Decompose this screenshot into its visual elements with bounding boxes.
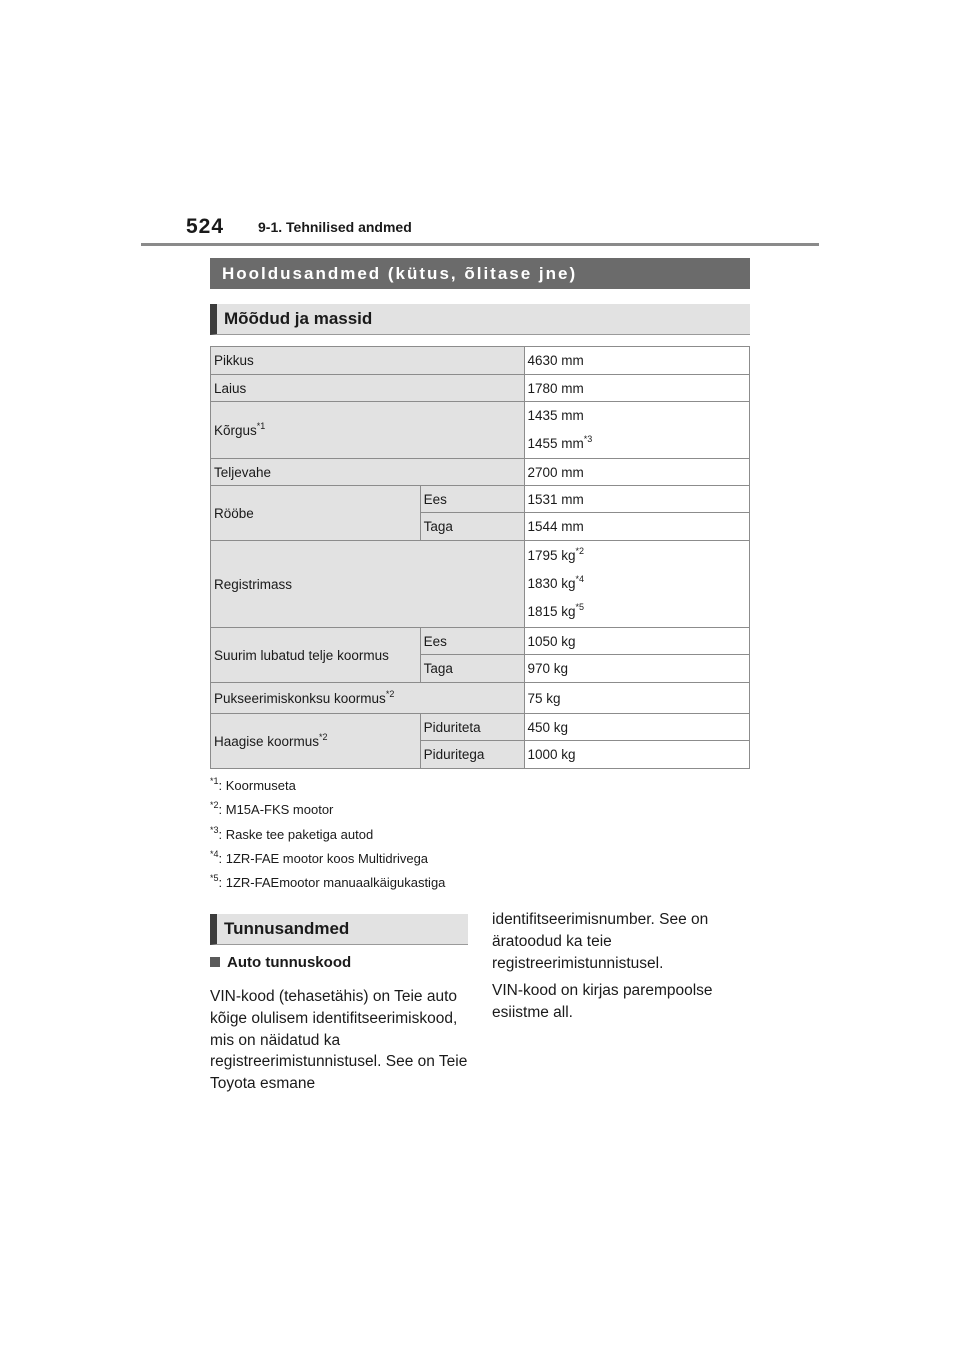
trailer-label: Haagise koormus	[214, 733, 320, 749]
track-front-label: Ees	[420, 486, 524, 513]
trailer-unbraked-value: 450 kg	[524, 714, 750, 741]
height-value-1: 1435 mm	[527, 408, 584, 423]
footnote-text: : Koormuseta	[218, 778, 296, 793]
footnote	[210, 824, 445, 848]
footnote	[210, 799, 445, 823]
gross-weight-value-3: 1815 kg	[527, 604, 576, 619]
tow-hitch-label: Pukseerimiskonksu koormus	[214, 690, 386, 706]
table-row	[211, 714, 750, 741]
table-row	[211, 375, 750, 402]
length-value: 4630 mm	[524, 347, 750, 375]
trailer-braked-label: Piduritega	[420, 741, 524, 769]
gross-weight-note-1: *2	[575, 546, 585, 556]
vin-paragraph-right-1: identifitseerimisnumber. See on äratoodud ka teie registreerimistunnistusel.	[492, 911, 709, 972]
footnote-text: : Raske tee paketiga autod	[218, 826, 374, 842]
height-value-2-line	[528, 430, 747, 458]
gross-weight-label: Registrimass	[211, 541, 525, 628]
footnote-text: : M15A-FKS mootor	[218, 802, 334, 818]
footnote-mark: *2	[210, 800, 219, 811]
vin-heading-text: Auto tunnuskood	[227, 954, 352, 971]
axle-load-label: Suurim lubatud telje koormus	[211, 628, 421, 683]
square-bullet-icon	[210, 957, 220, 967]
footnote-mark: *1	[210, 776, 219, 786]
axle-load-front-label: Ees	[420, 628, 524, 655]
width-value: 1780 mm	[524, 375, 750, 402]
wheelbase-label: Teljevahe	[211, 459, 525, 486]
gross-weight-line-2	[528, 570, 747, 598]
footnote-mark: *3	[210, 824, 219, 835]
track-front-value: 1531 mm	[524, 486, 750, 513]
height-label-note: *1	[256, 420, 266, 431]
width-label: Laius	[211, 375, 525, 402]
identification-right-column	[492, 909, 752, 1024]
table-row	[211, 402, 750, 459]
identification-left-column	[210, 952, 470, 1095]
gross-weight-line-3	[528, 598, 747, 626]
vin-paragraph-left: VIN-kood (tehasetähis) on Teie auto kõige olulisem identifitseerimiskood, mis on näidatud ka registreerimistunnistusel. See on Teie Toyota esmane	[210, 988, 468, 1093]
dimensions-table	[210, 346, 750, 769]
header-divider	[141, 243, 819, 246]
axle-load-rear-value: 970 kg	[524, 655, 750, 683]
trailer-braked-value: 1000 kg	[524, 741, 750, 769]
height-value-cell	[524, 402, 750, 459]
footnote	[210, 848, 445, 872]
section-header: 9-1. Tehnilised andmed	[258, 219, 412, 235]
gross-weight-value-cell	[524, 541, 750, 628]
axle-load-rear-label: Taga	[420, 655, 524, 683]
table-row	[211, 628, 750, 655]
dimensions-heading: Mõõdud ja massid	[210, 304, 750, 335]
gross-weight-line-1	[528, 542, 747, 570]
track-rear-label: Taga	[420, 513, 524, 541]
trailer-label-cell	[211, 714, 421, 769]
gross-weight-note-2: *4	[575, 574, 585, 584]
axle-load-front-value: 1050 kg	[524, 628, 750, 655]
wheelbase-value: 2700 mm	[524, 459, 750, 486]
trailer-unbraked-label: Piduriteta	[420, 714, 524, 741]
footnote	[210, 775, 445, 799]
tow-hitch-value: 75 kg	[524, 683, 750, 714]
gross-weight-note-3: *5	[575, 602, 585, 612]
footnote-text: : 1ZR-FAE mootor koos Multidrivega	[218, 850, 429, 866]
page-number: 524	[186, 215, 225, 238]
page-title: Hooldusandmed (kütus, õlitase jne)	[210, 258, 750, 289]
table-row	[211, 683, 750, 714]
vin-paragraph-right-2: VIN-kood on kirjas parempoolse esiistme all.	[492, 982, 713, 1022]
footnote-mark: *4	[210, 848, 219, 859]
tow-hitch-label-cell	[211, 683, 525, 714]
tow-hitch-label-note: *2	[385, 688, 395, 699]
height-value-2: 1455 mm	[527, 436, 584, 451]
vin-heading	[210, 952, 470, 974]
table-row	[211, 486, 750, 513]
identification-heading: Tunnusandmed	[210, 914, 468, 945]
footnote-mark: *5	[210, 873, 219, 884]
table-row	[211, 541, 750, 628]
track-label: Rööbe	[211, 486, 421, 541]
height-value-2-note: *3	[583, 434, 593, 444]
gross-weight-value-1: 1795 kg	[527, 548, 576, 563]
height-label: Kõrgus	[214, 422, 257, 438]
track-rear-value: 1544 mm	[524, 513, 750, 541]
table-row	[211, 347, 750, 375]
footnote-text: : 1ZR-FAEmootor manuaalkäigukastiga	[218, 875, 446, 891]
length-label: Pikkus	[211, 347, 525, 375]
height-label-cell	[211, 402, 525, 459]
table-row	[211, 459, 750, 486]
trailer-label-note: *2	[319, 731, 328, 742]
footnotes	[210, 775, 445, 896]
footnote	[210, 872, 445, 896]
gross-weight-value-2: 1830 kg	[527, 576, 576, 591]
